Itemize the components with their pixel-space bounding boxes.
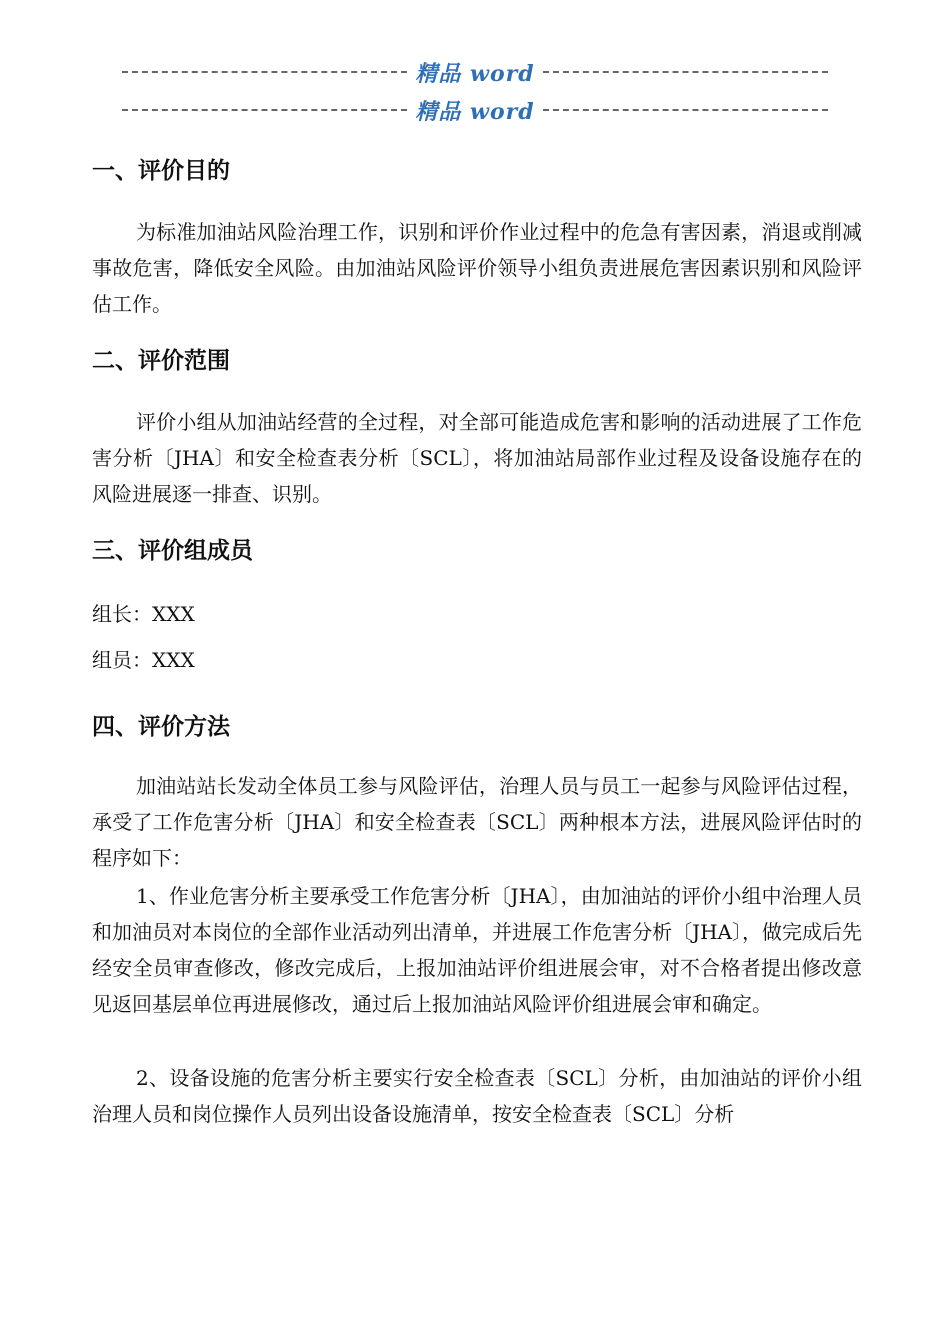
banner-dash-right bbox=[543, 71, 828, 73]
section-heading-scope: 二、评价范围 bbox=[92, 348, 230, 374]
section-body-scope: 评价小组从加油站经营的全过程，对全部可能造成危害和影响的活动进展了工作危害分析〔JHA〕和安全检查表分析〔SCL〕，将加油站局部作业过程及设备设施存在的风险进展逐一排查、识别。 bbox=[92, 410, 862, 506]
header-banner-1 bbox=[122, 57, 828, 87]
banner-dash-left bbox=[122, 71, 407, 73]
banner-dash-left bbox=[122, 109, 407, 111]
banner-mark: 精品 word bbox=[415, 60, 535, 87]
banner-mark: 精品 word bbox=[415, 98, 535, 125]
banner-dash-right bbox=[543, 109, 828, 111]
section-heading-method: 四、评价方法 bbox=[92, 714, 230, 740]
section-body-method-intro: 加油站站长发动全体员工参与风险评估，治理人员与员工一起参与风险评估过程，承受了工作危害分析〔JHA〕和安全检查表〔SCL〕两种根本方法，进展风险评估时的程序如下： bbox=[92, 774, 862, 870]
member-leader: 组长：XXX bbox=[92, 602, 195, 626]
member-staff: 组员：XXX bbox=[92, 648, 195, 672]
section-heading-members: 三、评价组成员 bbox=[92, 538, 253, 564]
section-heading-purpose: 一、评价目的 bbox=[92, 158, 230, 184]
method-item-1: 1、作业危害分析主要承受工作危害分析〔JHA〕，由加油站的评价小组中治理人员和加油员对本岗位的全部作业活动列出清单，并进展工作危害分析〔JHA〕，做完成后先经安全员审查修改，修改完成后，上报加油站评价组进展会审，对不合格者提出修改意见返回基层单位再进展修改，通过后上报加油站风险评价组进展会审和确定。 bbox=[92, 884, 862, 1016]
method-item-2: 2、设备设施的危害分析主要实行安全检查表〔SCL〕分析，由加油站的评价小组治理人员和岗位操作人员列出设备设施清单，按安全检查表〔SCL〕分析 bbox=[92, 1066, 862, 1126]
header-banner-2 bbox=[122, 95, 828, 125]
section-body-purpose: 为标准加油站风险治理工作，识别和评价作业过程中的危急有害因素，消退或削减事故危害，降低安全风险。由加油站风险评价领导小组负责进展危害因素识别和风险评估工作。 bbox=[92, 220, 862, 316]
